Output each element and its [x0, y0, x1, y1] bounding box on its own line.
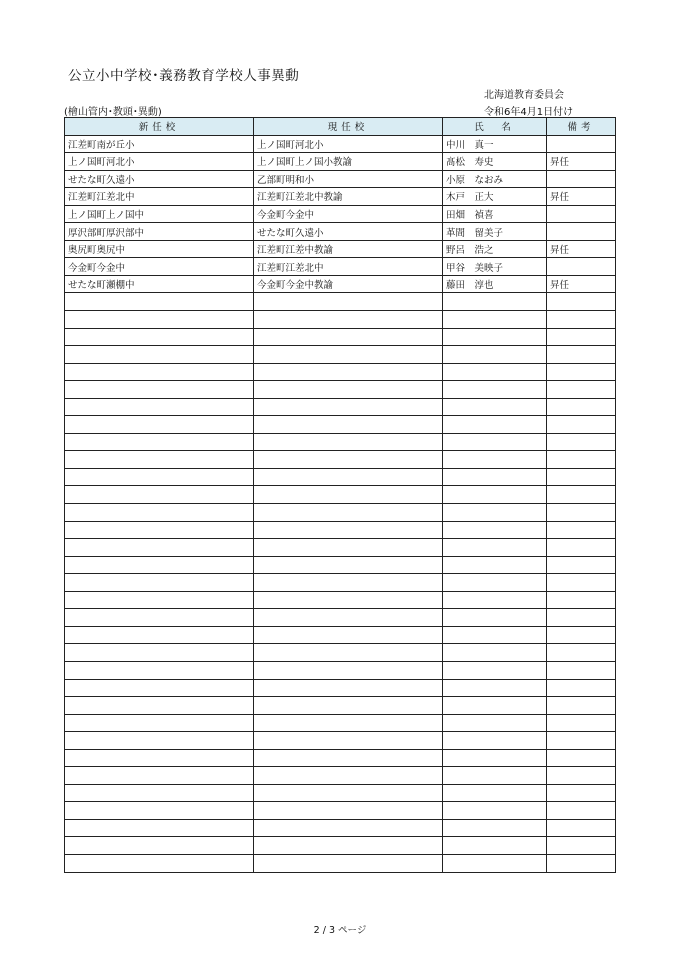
table-row-empty	[65, 504, 616, 522]
cell-name	[443, 626, 547, 644]
table-row-empty	[65, 661, 616, 679]
cell-name	[443, 433, 547, 451]
cell-remarks	[547, 398, 616, 416]
cell-new-school	[65, 311, 254, 329]
cell-current-school	[254, 574, 443, 592]
cell-remarks	[547, 626, 616, 644]
cell-remarks	[547, 135, 616, 153]
cell-new-school: 奥尻町奥尻中	[65, 240, 254, 258]
column-header-name: 氏 名	[443, 118, 547, 136]
table-row	[65, 275, 616, 293]
table-row-empty	[65, 416, 616, 434]
cell-new-school	[65, 381, 254, 399]
cell-name	[443, 802, 547, 820]
cell-current-school	[254, 346, 443, 364]
cell-remarks	[547, 574, 616, 592]
cell-current-school: 江差町江差北中教諭	[254, 188, 443, 206]
table-row-empty	[65, 468, 616, 486]
cell-current-school	[254, 539, 443, 557]
cell-remarks	[547, 556, 616, 574]
cell-new-school: 上ノ国町上ノ国中	[65, 205, 254, 223]
cell-current-school	[254, 328, 443, 346]
cell-name	[443, 451, 547, 469]
cell-new-school	[65, 697, 254, 715]
table-row	[65, 135, 616, 153]
cell-remarks	[547, 591, 616, 609]
cell-remarks	[547, 609, 616, 627]
table-row-empty	[65, 398, 616, 416]
cell-name	[443, 293, 547, 311]
table-row-empty	[65, 679, 616, 697]
table-row-empty	[65, 311, 616, 329]
cell-new-school: 今金町今金中	[65, 258, 254, 276]
cell-current-school	[254, 609, 443, 627]
cell-name: 中川 真一	[443, 135, 547, 153]
cell-new-school	[65, 398, 254, 416]
cell-new-school	[65, 574, 254, 592]
cell-name	[443, 416, 547, 434]
cell-name: 木戸 正大	[443, 188, 547, 206]
table-row-empty	[65, 574, 616, 592]
cell-current-school: 上ノ国町河北小	[254, 135, 443, 153]
cell-current-school	[254, 504, 443, 522]
cell-name	[443, 732, 547, 750]
cell-remarks: 昇任	[547, 188, 616, 206]
cell-name	[443, 591, 547, 609]
table-row-empty	[65, 486, 616, 504]
cell-current-school	[254, 486, 443, 504]
cell-name	[443, 574, 547, 592]
cell-remarks	[547, 854, 616, 872]
cell-new-school	[65, 767, 254, 785]
cell-current-school	[254, 784, 443, 802]
cell-remarks	[547, 293, 616, 311]
table-row-empty	[65, 609, 616, 627]
cell-current-school: 江差町江差中教諭	[254, 240, 443, 258]
table-row-empty	[65, 854, 616, 872]
cell-new-school	[65, 504, 254, 522]
cell-name	[443, 854, 547, 872]
cell-new-school	[65, 714, 254, 732]
table-row	[65, 170, 616, 188]
cell-new-school	[65, 679, 254, 697]
cell-remarks	[547, 802, 616, 820]
cell-name	[443, 468, 547, 486]
cell-new-school	[65, 486, 254, 504]
cell-remarks	[547, 416, 616, 434]
cell-remarks	[547, 539, 616, 557]
cell-name	[443, 328, 547, 346]
cell-name	[443, 398, 547, 416]
cell-remarks	[547, 451, 616, 469]
cell-name	[443, 346, 547, 364]
cell-current-school	[254, 626, 443, 644]
cell-remarks	[547, 328, 616, 346]
table-row-empty	[65, 293, 616, 311]
cell-current-school	[254, 451, 443, 469]
cell-current-school	[254, 363, 443, 381]
cell-name	[443, 486, 547, 504]
cell-name	[443, 714, 547, 732]
cell-new-school	[65, 784, 254, 802]
cell-remarks: 昇任	[547, 275, 616, 293]
cell-name	[443, 609, 547, 627]
table-row-empty	[65, 539, 616, 557]
cell-name	[443, 784, 547, 802]
cell-current-school	[254, 697, 443, 715]
cell-remarks	[547, 679, 616, 697]
cell-new-school	[65, 521, 254, 539]
cell-remarks	[547, 767, 616, 785]
cell-new-school	[65, 451, 254, 469]
cell-current-school	[254, 819, 443, 837]
cell-remarks	[547, 381, 616, 399]
cell-new-school	[65, 433, 254, 451]
table-row-empty	[65, 521, 616, 539]
cell-name	[443, 504, 547, 522]
cell-name: 野呂 浩之	[443, 240, 547, 258]
cell-remarks	[547, 697, 616, 715]
cell-new-school	[65, 854, 254, 872]
cell-new-school: 厚沢部町厚沢部中	[65, 223, 254, 241]
table-row-empty	[65, 732, 616, 750]
cell-new-school: せたな町久遠小	[65, 170, 254, 188]
cell-name	[443, 521, 547, 539]
cell-current-school	[254, 416, 443, 434]
cell-new-school	[65, 556, 254, 574]
table-row-empty	[65, 784, 616, 802]
cell-current-school	[254, 468, 443, 486]
cell-name	[443, 819, 547, 837]
cell-name	[443, 311, 547, 329]
cell-current-school	[254, 749, 443, 767]
table-row-empty	[65, 433, 616, 451]
cell-current-school	[254, 767, 443, 785]
cell-remarks	[547, 486, 616, 504]
table-row-empty	[65, 714, 616, 732]
cell-current-school	[254, 556, 443, 574]
cell-new-school	[65, 328, 254, 346]
cell-name	[443, 539, 547, 557]
page-number: 2 / 3 ページ	[313, 925, 367, 936]
cell-new-school	[65, 609, 254, 627]
table-row-empty	[65, 328, 616, 346]
cell-name	[443, 363, 547, 381]
cell-current-school: 江差町江差北中	[254, 258, 443, 276]
column-header-new-school: 新任校	[65, 118, 254, 136]
table-row-empty	[65, 556, 616, 574]
table-row	[65, 240, 616, 258]
cell-new-school	[65, 539, 254, 557]
cell-remarks	[547, 714, 616, 732]
cell-new-school	[65, 293, 254, 311]
cell-name: 甲谷 美映子	[443, 258, 547, 276]
cell-current-school: せたな町久遠小	[254, 223, 443, 241]
cell-new-school	[65, 802, 254, 820]
cell-remarks	[547, 732, 616, 750]
cell-new-school	[65, 468, 254, 486]
table-row-empty	[65, 451, 616, 469]
cell-new-school	[65, 363, 254, 381]
column-header-current-school: 現任校	[254, 118, 443, 136]
cell-name	[443, 661, 547, 679]
cell-remarks	[547, 346, 616, 364]
table-row	[65, 153, 616, 171]
cell-current-school	[254, 311, 443, 329]
cell-current-school	[254, 679, 443, 697]
cell-current-school: 乙部町明和小	[254, 170, 443, 188]
cell-new-school: 上ノ国町河北小	[65, 153, 254, 171]
cell-new-school	[65, 732, 254, 750]
personnel-table	[64, 117, 616, 873]
table-row-empty	[65, 767, 616, 785]
cell-name	[443, 679, 547, 697]
cell-current-school	[254, 644, 443, 662]
cell-new-school	[65, 644, 254, 662]
cell-new-school	[65, 626, 254, 644]
cell-remarks	[547, 433, 616, 451]
cell-name	[443, 556, 547, 574]
cell-remarks	[547, 784, 616, 802]
cell-name	[443, 837, 547, 855]
cell-name	[443, 381, 547, 399]
cell-new-school	[65, 591, 254, 609]
cell-current-school: 今金町今金中	[254, 205, 443, 223]
table-row	[65, 188, 616, 206]
table-row-empty	[65, 381, 616, 399]
cell-current-school	[254, 714, 443, 732]
cell-remarks	[547, 504, 616, 522]
scope-label: (檜山管内･教頭･異動)	[64, 107, 162, 118]
cell-current-school	[254, 398, 443, 416]
table-row-empty	[65, 802, 616, 820]
cell-current-school	[254, 802, 443, 820]
table-header-row	[65, 118, 616, 136]
cell-remarks	[547, 311, 616, 329]
table-row	[65, 258, 616, 276]
column-header-remarks: 備考	[547, 118, 616, 136]
table-row	[65, 223, 616, 241]
cell-current-school	[254, 381, 443, 399]
cell-current-school	[254, 591, 443, 609]
table-row-empty	[65, 819, 616, 837]
cell-current-school	[254, 293, 443, 311]
table-row-empty	[65, 346, 616, 364]
cell-name	[443, 697, 547, 715]
effective-date: 令和6年4月1日付け	[484, 107, 574, 118]
cell-name: 革間 留美子	[443, 223, 547, 241]
cell-name: 藤田 淳也	[443, 275, 547, 293]
cell-remarks	[547, 521, 616, 539]
cell-remarks	[547, 170, 616, 188]
cell-new-school	[65, 661, 254, 679]
cell-remarks: 昇任	[547, 240, 616, 258]
cell-current-school	[254, 433, 443, 451]
table-row-empty	[65, 626, 616, 644]
cell-new-school	[65, 346, 254, 364]
cell-remarks	[547, 819, 616, 837]
cell-current-school	[254, 837, 443, 855]
cell-remarks	[547, 749, 616, 767]
cell-name	[443, 644, 547, 662]
cell-name	[443, 767, 547, 785]
cell-new-school: せたな町瀬棚中	[65, 275, 254, 293]
cell-name	[443, 749, 547, 767]
table-row-empty	[65, 749, 616, 767]
cell-new-school	[65, 416, 254, 434]
cell-new-school	[65, 837, 254, 855]
cell-new-school	[65, 749, 254, 767]
cell-remarks: 昇任	[547, 153, 616, 171]
table-row-empty	[65, 591, 616, 609]
cell-remarks	[547, 205, 616, 223]
cell-current-school	[254, 661, 443, 679]
cell-remarks	[547, 258, 616, 276]
cell-name: 髙松 寿史	[443, 153, 547, 171]
cell-remarks	[547, 837, 616, 855]
cell-name: 田畑 禎喜	[443, 205, 547, 223]
table-row-empty	[65, 837, 616, 855]
cell-current-school: 今金町今金中教諭	[254, 275, 443, 293]
table-row	[65, 205, 616, 223]
cell-remarks	[547, 644, 616, 662]
cell-current-school	[254, 521, 443, 539]
cell-current-school	[254, 732, 443, 750]
cell-new-school: 江差町江差北中	[65, 188, 254, 206]
cell-remarks	[547, 363, 616, 381]
cell-current-school	[254, 854, 443, 872]
cell-remarks	[547, 661, 616, 679]
cell-name: 小原 なおみ	[443, 170, 547, 188]
table-row-empty	[65, 697, 616, 715]
cell-remarks	[547, 468, 616, 486]
cell-new-school: 江差町南が丘小	[65, 135, 254, 153]
table-row-empty	[65, 644, 616, 662]
issuer: 北海道教育委員会	[484, 90, 564, 101]
table-row-empty	[65, 363, 616, 381]
cell-new-school	[65, 819, 254, 837]
cell-current-school: 上ノ国町上ノ国小教諭	[254, 153, 443, 171]
document-title: 公立小中学校･義務教育学校人事異動	[68, 68, 300, 84]
cell-remarks	[547, 223, 616, 241]
